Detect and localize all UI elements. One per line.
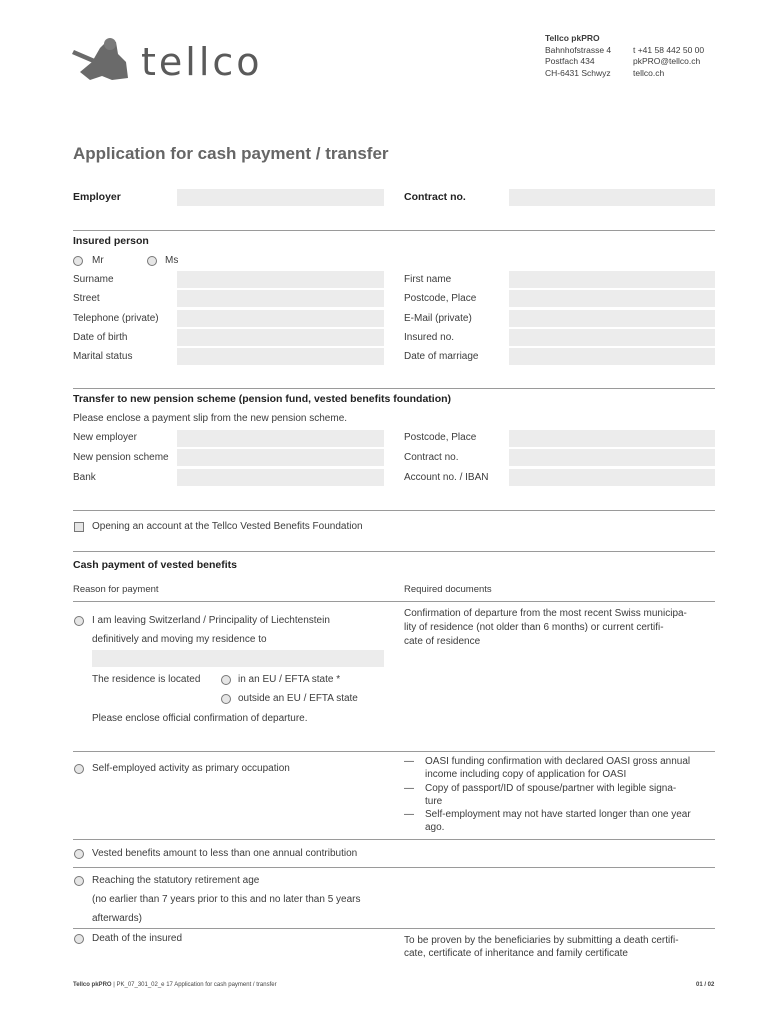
footer-doc-ref: | PK_07_301_02_e 17 Application for cash payment / transfer bbox=[113, 982, 277, 988]
web-link[interactable]: tellco.ch bbox=[633, 67, 665, 78]
leaving-docs-1: Confirmation of departure from the most recent Swiss municipa- bbox=[404, 608, 687, 619]
page-title: Application for cash payment / transfer bbox=[73, 144, 389, 163]
logo-figure-icon bbox=[72, 32, 134, 84]
email-link[interactable]: pkPRO@tellco.ch bbox=[633, 56, 701, 67]
divider bbox=[73, 928, 715, 929]
surname-field[interactable] bbox=[177, 271, 384, 288]
transfer-contract-field[interactable] bbox=[509, 449, 715, 466]
leaving-label-1: I am leaving Switzerland / Principality of Liechtenstein bbox=[92, 615, 330, 626]
enclose-confirmation: Please enclose official confirmation of departure. bbox=[92, 713, 308, 724]
marriage-date-field[interactable] bbox=[509, 348, 715, 365]
insured-no-label: Insured no. bbox=[404, 332, 455, 343]
dob-field[interactable] bbox=[177, 329, 384, 346]
contract-label: Contract no. bbox=[404, 191, 466, 203]
divider bbox=[73, 601, 715, 602]
ms-label: Ms bbox=[165, 255, 179, 266]
phone: t +41 58 442 50 00 bbox=[633, 44, 705, 55]
email-label: E-Mail (private) bbox=[404, 313, 472, 324]
address-line: Postfach 434 bbox=[545, 56, 595, 67]
self-employed-label: Self-employed activity as primary occupation bbox=[92, 763, 290, 774]
radio-less-than-contribution[interactable] bbox=[74, 849, 84, 859]
transfer-postcode-field[interactable] bbox=[509, 430, 715, 447]
radio-death[interactable] bbox=[74, 934, 84, 944]
retirement-label-2: (no earlier than 7 years prior to this and no later than 5 years bbox=[92, 894, 361, 905]
residence-located-label: The residence is located bbox=[92, 674, 201, 685]
marital-field[interactable] bbox=[177, 348, 384, 365]
reason-header: Reason for payment bbox=[73, 584, 159, 595]
leaving-docs-3: cate of residence bbox=[404, 636, 481, 647]
bullet-dash: — bbox=[404, 756, 414, 767]
address-line: Bahnhofstrasse 4 bbox=[545, 44, 612, 55]
insured-heading: Insured person bbox=[73, 235, 149, 247]
transfer-note: Please enclose a payment slip from the new pension scheme. bbox=[73, 413, 348, 424]
opening-account-checkbox[interactable] bbox=[74, 522, 84, 532]
se-doc-2b: ture bbox=[425, 796, 443, 807]
death-docs-2: cate, certificate of inheritance and family certificate bbox=[404, 948, 628, 959]
retirement-label-1: Reaching the statutory retirement age bbox=[92, 875, 260, 886]
divider bbox=[73, 388, 715, 389]
account-label: Account no. / IBAN bbox=[404, 472, 489, 483]
residence-destination-field[interactable] bbox=[92, 650, 384, 667]
radio-mr[interactable] bbox=[73, 256, 83, 266]
se-doc-3b: ago. bbox=[425, 822, 445, 833]
radio-self-employed[interactable] bbox=[74, 764, 84, 774]
new-employer-field[interactable] bbox=[177, 430, 384, 447]
transfer-heading: Transfer to new pension scheme (pension fund, vested benefits foundation) bbox=[73, 393, 452, 405]
contract-field[interactable] bbox=[509, 189, 715, 206]
footer-left bbox=[73, 982, 277, 988]
street-label: Street bbox=[73, 293, 100, 304]
bank-field[interactable] bbox=[177, 469, 384, 486]
telephone-label: Telephone (private) bbox=[73, 313, 159, 324]
page-number: 01 / 02 bbox=[696, 982, 715, 988]
leaving-docs-2: lity of residence (not older than 6 months) or current certifi- bbox=[404, 622, 664, 633]
bank-label: Bank bbox=[73, 472, 96, 483]
new-scheme-label: New pension scheme bbox=[73, 452, 169, 463]
postcode-field[interactable] bbox=[509, 290, 715, 307]
radio-outside-eu[interactable] bbox=[221, 694, 231, 704]
surname-label: Surname bbox=[73, 274, 114, 285]
divider bbox=[73, 510, 715, 511]
new-scheme-field[interactable] bbox=[177, 449, 384, 466]
less-than-label: Vested benefits amount to less than one annual contribution bbox=[92, 848, 358, 859]
postcode-label: Postcode, Place bbox=[404, 293, 477, 304]
bullet-dash: — bbox=[404, 783, 414, 794]
death-label: Death of the insured bbox=[92, 933, 183, 944]
account-field[interactable] bbox=[509, 469, 715, 486]
outside-eu-label: outside an EU / EFTA state bbox=[238, 693, 358, 704]
opening-account-label: Opening an account at the Tellco Vested Benefits Foundation bbox=[92, 521, 363, 532]
divider bbox=[73, 839, 715, 840]
marriage-date-label: Date of marriage bbox=[404, 351, 479, 362]
radio-retirement[interactable] bbox=[74, 876, 84, 886]
radio-eu-efta[interactable] bbox=[221, 675, 231, 685]
dob-label: Date of birth bbox=[73, 332, 128, 343]
marital-label: Marital status bbox=[73, 351, 133, 362]
se-doc-1a: OASI funding confirmation with declared OASI gross annual bbox=[425, 756, 691, 767]
employer-field[interactable] bbox=[177, 189, 384, 206]
se-doc-1b: income including copy of application for OASI bbox=[425, 769, 627, 780]
docs-header: Required documents bbox=[404, 584, 492, 595]
leaving-label-2: definitively and moving my residence to bbox=[92, 634, 267, 645]
first-name-label: First name bbox=[404, 274, 452, 285]
company-name: Tellco pkPRO bbox=[545, 33, 600, 43]
company-address bbox=[545, 33, 611, 79]
cash-heading: Cash payment of vested benefits bbox=[73, 559, 237, 571]
logo-wordmark: tellco bbox=[141, 40, 263, 84]
employer-label: Employer bbox=[73, 191, 121, 203]
address-line: CH-6431 Schwyz bbox=[545, 67, 611, 78]
company-contact bbox=[633, 45, 704, 80]
retirement-label-3: afterwards) bbox=[92, 913, 143, 924]
se-doc-3a: Self-employment may not have started longer than one year bbox=[425, 809, 691, 820]
transfer-contract-label: Contract no. bbox=[404, 452, 459, 463]
insured-no-field[interactable] bbox=[509, 329, 715, 346]
email-field[interactable] bbox=[509, 310, 715, 327]
death-docs-1: To be proven by the beneficiaries by submitting a death certifi- bbox=[404, 935, 679, 946]
divider bbox=[73, 867, 715, 868]
eu-efta-label: in an EU / EFTA state * bbox=[238, 674, 341, 685]
radio-leaving[interactable] bbox=[74, 616, 84, 626]
street-field[interactable] bbox=[177, 290, 384, 307]
bullet-dash: — bbox=[404, 809, 414, 820]
telephone-field[interactable] bbox=[177, 310, 384, 327]
se-doc-2a: Copy of passport/ID of spouse/partner with legible signa- bbox=[425, 783, 677, 794]
new-employer-label: New employer bbox=[73, 432, 137, 443]
first-name-field[interactable] bbox=[509, 271, 715, 288]
divider bbox=[73, 230, 715, 231]
divider bbox=[73, 551, 715, 552]
mr-label: Mr bbox=[92, 255, 104, 266]
radio-ms[interactable] bbox=[147, 256, 157, 266]
transfer-postcode-label: Postcode, Place bbox=[404, 432, 477, 443]
footer-company: Tellco pkPRO bbox=[73, 982, 112, 988]
divider bbox=[73, 751, 715, 752]
